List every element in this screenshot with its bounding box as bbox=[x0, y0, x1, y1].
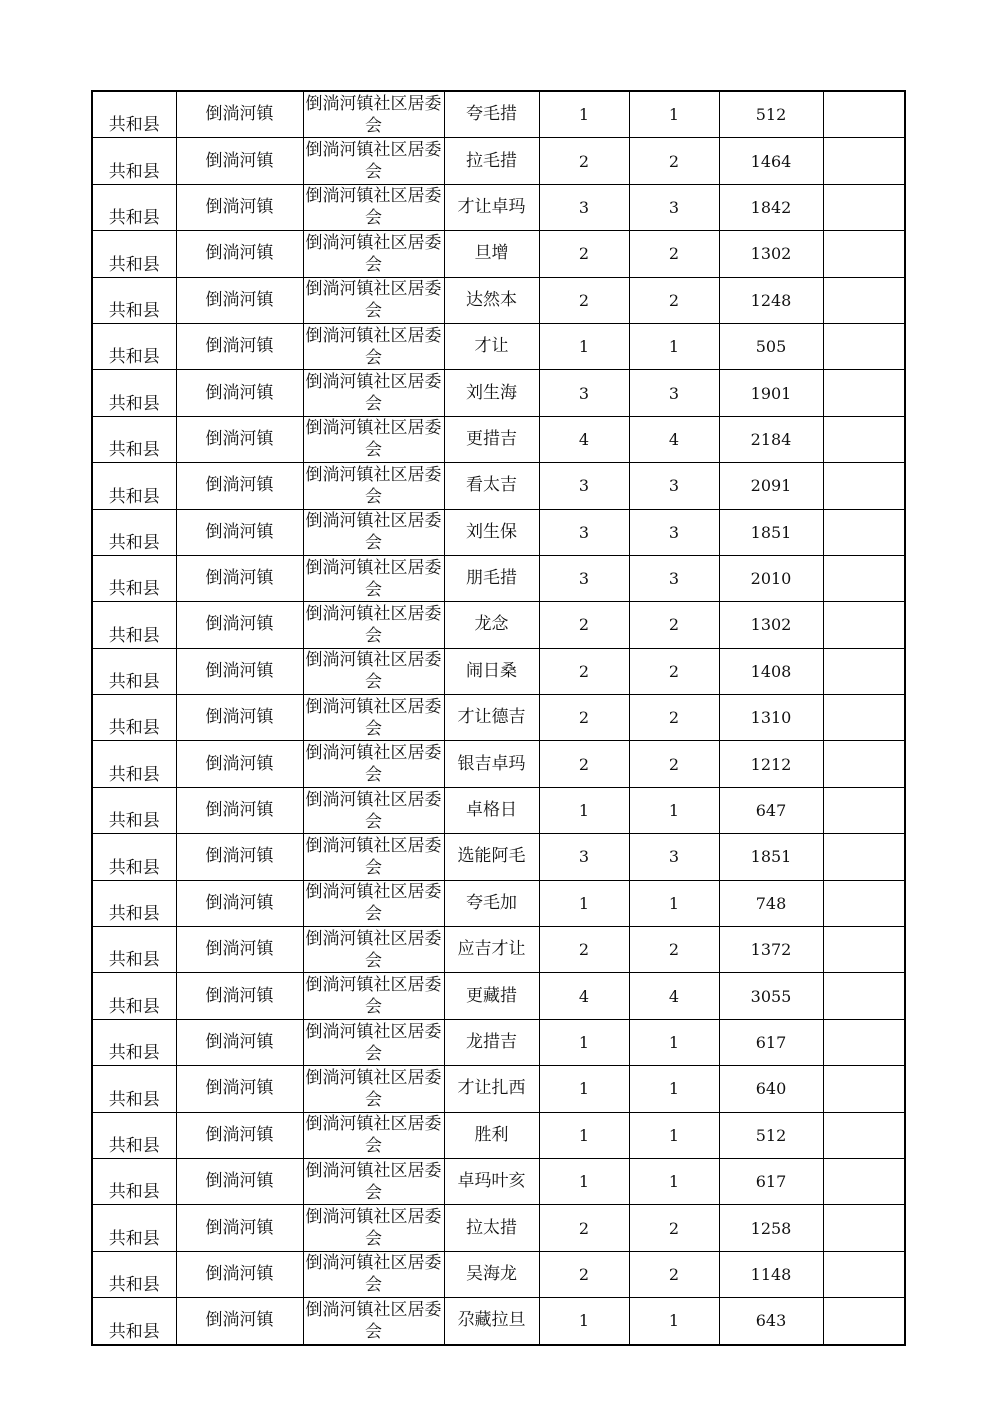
name-cell: 尕藏拉旦 bbox=[444, 1298, 539, 1345]
note-cell bbox=[823, 509, 905, 555]
county-cell: 共和县 bbox=[92, 231, 176, 277]
households-cell: 3 bbox=[539, 184, 629, 230]
town-cell: 倒淌河镇 bbox=[176, 555, 303, 601]
table-row bbox=[92, 184, 905, 230]
committee-cell: 倒淌河镇社区居委会 bbox=[303, 880, 444, 926]
table-row bbox=[92, 1298, 905, 1345]
town-cell: 倒淌河镇 bbox=[176, 1158, 303, 1204]
households-cell: 1 bbox=[539, 91, 629, 138]
households-cell: 2 bbox=[539, 648, 629, 694]
persons-cell: 2 bbox=[629, 648, 719, 694]
town-cell: 倒淌河镇 bbox=[176, 323, 303, 369]
committee-cell: 倒淌河镇社区居委会 bbox=[303, 1112, 444, 1158]
persons-cell: 1 bbox=[629, 787, 719, 833]
committee-cell: 倒淌河镇社区居委会 bbox=[303, 138, 444, 184]
note-cell bbox=[823, 787, 905, 833]
town-cell: 倒淌河镇 bbox=[176, 463, 303, 509]
note-cell bbox=[823, 973, 905, 1019]
note-cell bbox=[823, 555, 905, 601]
county-cell: 共和县 bbox=[92, 370, 176, 416]
county-cell: 共和县 bbox=[92, 741, 176, 787]
county-cell: 共和县 bbox=[92, 463, 176, 509]
county-cell: 共和县 bbox=[92, 277, 176, 323]
amount-cell: 1258 bbox=[719, 1205, 823, 1251]
committee-cell: 倒淌河镇社区居委会 bbox=[303, 1205, 444, 1251]
note-cell bbox=[823, 91, 905, 138]
committee-cell: 倒淌河镇社区居委会 bbox=[303, 370, 444, 416]
committee-cell: 倒淌河镇社区居委会 bbox=[303, 416, 444, 462]
county-cell: 共和县 bbox=[92, 1205, 176, 1251]
town-cell: 倒淌河镇 bbox=[176, 1066, 303, 1112]
town-cell: 倒淌河镇 bbox=[176, 184, 303, 230]
town-cell: 倒淌河镇 bbox=[176, 1298, 303, 1345]
amount-cell: 647 bbox=[719, 787, 823, 833]
table-row bbox=[92, 927, 905, 973]
town-cell: 倒淌河镇 bbox=[176, 91, 303, 138]
households-cell: 2 bbox=[539, 695, 629, 741]
table-row bbox=[92, 973, 905, 1019]
amount-cell: 2010 bbox=[719, 555, 823, 601]
committee-cell: 倒淌河镇社区居委会 bbox=[303, 1298, 444, 1345]
persons-cell: 1 bbox=[629, 1066, 719, 1112]
county-cell: 共和县 bbox=[92, 695, 176, 741]
table-row bbox=[92, 323, 905, 369]
note-cell bbox=[823, 1251, 905, 1297]
persons-cell: 2 bbox=[629, 695, 719, 741]
name-cell: 卓格日 bbox=[444, 787, 539, 833]
amount-cell: 1372 bbox=[719, 927, 823, 973]
table-row bbox=[92, 231, 905, 277]
households-cell: 1 bbox=[539, 880, 629, 926]
name-cell: 夸毛措 bbox=[444, 91, 539, 138]
name-cell: 卓玛叶亥 bbox=[444, 1158, 539, 1204]
amount-cell: 2091 bbox=[719, 463, 823, 509]
county-cell: 共和县 bbox=[92, 787, 176, 833]
county-cell: 共和县 bbox=[92, 602, 176, 648]
town-cell: 倒淌河镇 bbox=[176, 277, 303, 323]
name-cell: 拉毛措 bbox=[444, 138, 539, 184]
name-cell: 才让卓玛 bbox=[444, 184, 539, 230]
table-row bbox=[92, 602, 905, 648]
name-cell: 龙措吉 bbox=[444, 1019, 539, 1065]
county-cell: 共和县 bbox=[92, 834, 176, 880]
note-cell bbox=[823, 602, 905, 648]
committee-cell: 倒淌河镇社区居委会 bbox=[303, 834, 444, 880]
table-row bbox=[92, 787, 905, 833]
persons-cell: 1 bbox=[629, 323, 719, 369]
households-cell: 2 bbox=[539, 138, 629, 184]
county-cell: 共和县 bbox=[92, 416, 176, 462]
persons-cell: 3 bbox=[629, 834, 719, 880]
persons-cell: 1 bbox=[629, 880, 719, 926]
amount-cell: 1148 bbox=[719, 1251, 823, 1297]
town-cell: 倒淌河镇 bbox=[176, 973, 303, 1019]
county-cell: 共和县 bbox=[92, 973, 176, 1019]
households-cell: 1 bbox=[539, 1066, 629, 1112]
town-cell: 倒淌河镇 bbox=[176, 648, 303, 694]
table-row bbox=[92, 741, 905, 787]
households-cell: 2 bbox=[539, 927, 629, 973]
name-cell: 胜利 bbox=[444, 1112, 539, 1158]
amount-cell: 505 bbox=[719, 323, 823, 369]
households-cell: 3 bbox=[539, 370, 629, 416]
persons-cell: 2 bbox=[629, 927, 719, 973]
name-cell: 达然本 bbox=[444, 277, 539, 323]
amount-cell: 1302 bbox=[719, 231, 823, 277]
county-cell: 共和县 bbox=[92, 1298, 176, 1345]
amount-cell: 748 bbox=[719, 880, 823, 926]
table-row bbox=[92, 463, 905, 509]
amount-cell: 3055 bbox=[719, 973, 823, 1019]
persons-cell: 4 bbox=[629, 973, 719, 1019]
name-cell: 更藏措 bbox=[444, 973, 539, 1019]
name-cell: 闹日桑 bbox=[444, 648, 539, 694]
name-cell: 看太吉 bbox=[444, 463, 539, 509]
persons-cell: 2 bbox=[629, 138, 719, 184]
table-row bbox=[92, 880, 905, 926]
table-row bbox=[92, 1019, 905, 1065]
county-cell: 共和县 bbox=[92, 509, 176, 555]
note-cell bbox=[823, 277, 905, 323]
table-row bbox=[92, 370, 905, 416]
committee-cell: 倒淌河镇社区居委会 bbox=[303, 1066, 444, 1112]
amount-cell: 512 bbox=[719, 91, 823, 138]
committee-cell: 倒淌河镇社区居委会 bbox=[303, 927, 444, 973]
persons-cell: 1 bbox=[629, 1019, 719, 1065]
committee-cell: 倒淌河镇社区居委会 bbox=[303, 231, 444, 277]
households-cell: 4 bbox=[539, 973, 629, 1019]
name-cell: 应吉才让 bbox=[444, 927, 539, 973]
county-cell: 共和县 bbox=[92, 927, 176, 973]
table-row bbox=[92, 91, 905, 138]
amount-cell: 1310 bbox=[719, 695, 823, 741]
note-cell bbox=[823, 1112, 905, 1158]
note-cell bbox=[823, 138, 905, 184]
households-cell: 1 bbox=[539, 1158, 629, 1204]
table-row bbox=[92, 834, 905, 880]
town-cell: 倒淌河镇 bbox=[176, 370, 303, 416]
note-cell bbox=[823, 648, 905, 694]
town-cell: 倒淌河镇 bbox=[176, 927, 303, 973]
county-cell: 共和县 bbox=[92, 555, 176, 601]
name-cell: 刘生海 bbox=[444, 370, 539, 416]
amount-cell: 1842 bbox=[719, 184, 823, 230]
county-cell: 共和县 bbox=[92, 1251, 176, 1297]
note-cell bbox=[823, 416, 905, 462]
amount-cell: 1901 bbox=[719, 370, 823, 416]
table-row bbox=[92, 138, 905, 184]
households-cell: 1 bbox=[539, 1112, 629, 1158]
name-cell: 拉太措 bbox=[444, 1205, 539, 1251]
town-cell: 倒淌河镇 bbox=[176, 416, 303, 462]
amount-cell: 512 bbox=[719, 1112, 823, 1158]
persons-cell: 2 bbox=[629, 1251, 719, 1297]
note-cell bbox=[823, 1019, 905, 1065]
town-cell: 倒淌河镇 bbox=[176, 1251, 303, 1297]
persons-cell: 2 bbox=[629, 602, 719, 648]
households-cell: 4 bbox=[539, 416, 629, 462]
amount-cell: 1212 bbox=[719, 741, 823, 787]
persons-cell: 1 bbox=[629, 1112, 719, 1158]
households-cell: 1 bbox=[539, 323, 629, 369]
town-cell: 倒淌河镇 bbox=[176, 741, 303, 787]
note-cell bbox=[823, 927, 905, 973]
persons-cell: 2 bbox=[629, 741, 719, 787]
name-cell: 刘生保 bbox=[444, 509, 539, 555]
name-cell: 朋毛措 bbox=[444, 555, 539, 601]
committee-cell: 倒淌河镇社区居委会 bbox=[303, 1019, 444, 1065]
persons-cell: 2 bbox=[629, 1205, 719, 1251]
amount-cell: 2184 bbox=[719, 416, 823, 462]
table-row bbox=[92, 648, 905, 694]
town-cell: 倒淌河镇 bbox=[176, 695, 303, 741]
note-cell bbox=[823, 880, 905, 926]
name-cell: 更措吉 bbox=[444, 416, 539, 462]
county-cell: 共和县 bbox=[92, 91, 176, 138]
households-cell: 1 bbox=[539, 787, 629, 833]
households-cell: 3 bbox=[539, 463, 629, 509]
relief-table bbox=[91, 90, 906, 1346]
committee-cell: 倒淌河镇社区居委会 bbox=[303, 1251, 444, 1297]
committee-cell: 倒淌河镇社区居委会 bbox=[303, 509, 444, 555]
amount-cell: 643 bbox=[719, 1298, 823, 1345]
note-cell bbox=[823, 1066, 905, 1112]
committee-cell: 倒淌河镇社区居委会 bbox=[303, 648, 444, 694]
note-cell bbox=[823, 834, 905, 880]
households-cell: 3 bbox=[539, 834, 629, 880]
town-cell: 倒淌河镇 bbox=[176, 880, 303, 926]
persons-cell: 3 bbox=[629, 184, 719, 230]
amount-cell: 617 bbox=[719, 1019, 823, 1065]
town-cell: 倒淌河镇 bbox=[176, 509, 303, 555]
county-cell: 共和县 bbox=[92, 184, 176, 230]
note-cell bbox=[823, 370, 905, 416]
committee-cell: 倒淌河镇社区居委会 bbox=[303, 973, 444, 1019]
table-row bbox=[92, 277, 905, 323]
name-cell: 选能阿毛 bbox=[444, 834, 539, 880]
county-cell: 共和县 bbox=[92, 1112, 176, 1158]
town-cell: 倒淌河镇 bbox=[176, 602, 303, 648]
households-cell: 3 bbox=[539, 555, 629, 601]
persons-cell: 4 bbox=[629, 416, 719, 462]
amount-cell: 1248 bbox=[719, 277, 823, 323]
persons-cell: 1 bbox=[629, 91, 719, 138]
households-cell: 2 bbox=[539, 1205, 629, 1251]
committee-cell: 倒淌河镇社区居委会 bbox=[303, 1158, 444, 1204]
note-cell bbox=[823, 741, 905, 787]
amount-cell: 1851 bbox=[719, 834, 823, 880]
name-cell: 才让德吉 bbox=[444, 695, 539, 741]
committee-cell: 倒淌河镇社区居委会 bbox=[303, 91, 444, 138]
name-cell: 旦增 bbox=[444, 231, 539, 277]
town-cell: 倒淌河镇 bbox=[176, 787, 303, 833]
households-cell: 3 bbox=[539, 509, 629, 555]
committee-cell: 倒淌河镇社区居委会 bbox=[303, 741, 444, 787]
households-cell: 2 bbox=[539, 1251, 629, 1297]
committee-cell: 倒淌河镇社区居委会 bbox=[303, 463, 444, 509]
name-cell: 夸毛加 bbox=[444, 880, 539, 926]
note-cell bbox=[823, 323, 905, 369]
committee-cell: 倒淌河镇社区居委会 bbox=[303, 695, 444, 741]
households-cell: 2 bbox=[539, 602, 629, 648]
county-cell: 共和县 bbox=[92, 648, 176, 694]
persons-cell: 2 bbox=[629, 277, 719, 323]
name-cell: 银吉卓玛 bbox=[444, 741, 539, 787]
county-cell: 共和县 bbox=[92, 323, 176, 369]
town-cell: 倒淌河镇 bbox=[176, 1019, 303, 1065]
amount-cell: 617 bbox=[719, 1158, 823, 1204]
town-cell: 倒淌河镇 bbox=[176, 231, 303, 277]
committee-cell: 倒淌河镇社区居委会 bbox=[303, 555, 444, 601]
table-row bbox=[92, 416, 905, 462]
table-row bbox=[92, 1251, 905, 1297]
persons-cell: 2 bbox=[629, 231, 719, 277]
households-cell: 2 bbox=[539, 741, 629, 787]
table-row bbox=[92, 555, 905, 601]
note-cell bbox=[823, 1205, 905, 1251]
county-cell: 共和县 bbox=[92, 1066, 176, 1112]
amount-cell: 640 bbox=[719, 1066, 823, 1112]
name-cell: 才让 bbox=[444, 323, 539, 369]
persons-cell: 3 bbox=[629, 509, 719, 555]
persons-cell: 3 bbox=[629, 463, 719, 509]
note-cell bbox=[823, 1158, 905, 1204]
town-cell: 倒淌河镇 bbox=[176, 1205, 303, 1251]
committee-cell: 倒淌河镇社区居委会 bbox=[303, 787, 444, 833]
note-cell bbox=[823, 1298, 905, 1345]
households-cell: 2 bbox=[539, 277, 629, 323]
table-row bbox=[92, 1112, 905, 1158]
table-row bbox=[92, 1205, 905, 1251]
amount-cell: 1464 bbox=[719, 138, 823, 184]
persons-cell: 3 bbox=[629, 370, 719, 416]
name-cell: 才让扎西 bbox=[444, 1066, 539, 1112]
table-row bbox=[92, 1158, 905, 1204]
note-cell bbox=[823, 231, 905, 277]
note-cell bbox=[823, 463, 905, 509]
committee-cell: 倒淌河镇社区居委会 bbox=[303, 184, 444, 230]
table-row bbox=[92, 509, 905, 555]
county-cell: 共和县 bbox=[92, 1158, 176, 1204]
town-cell: 倒淌河镇 bbox=[176, 834, 303, 880]
committee-cell: 倒淌河镇社区居委会 bbox=[303, 602, 444, 648]
persons-cell: 1 bbox=[629, 1158, 719, 1204]
committee-cell: 倒淌河镇社区居委会 bbox=[303, 277, 444, 323]
town-cell: 倒淌河镇 bbox=[176, 138, 303, 184]
town-cell: 倒淌河镇 bbox=[176, 1112, 303, 1158]
table-row bbox=[92, 695, 905, 741]
name-cell: 龙念 bbox=[444, 602, 539, 648]
note-cell bbox=[823, 184, 905, 230]
amount-cell: 1408 bbox=[719, 648, 823, 694]
households-cell: 1 bbox=[539, 1019, 629, 1065]
households-cell: 2 bbox=[539, 231, 629, 277]
table-body bbox=[92, 91, 905, 1345]
table-row bbox=[92, 1066, 905, 1112]
name-cell: 吴海龙 bbox=[444, 1251, 539, 1297]
county-cell: 共和县 bbox=[92, 1019, 176, 1065]
amount-cell: 1851 bbox=[719, 509, 823, 555]
amount-cell: 1302 bbox=[719, 602, 823, 648]
note-cell bbox=[823, 695, 905, 741]
persons-cell: 1 bbox=[629, 1298, 719, 1345]
county-cell: 共和县 bbox=[92, 138, 176, 184]
households-cell: 1 bbox=[539, 1298, 629, 1345]
persons-cell: 3 bbox=[629, 555, 719, 601]
committee-cell: 倒淌河镇社区居委会 bbox=[303, 323, 444, 369]
county-cell: 共和县 bbox=[92, 880, 176, 926]
